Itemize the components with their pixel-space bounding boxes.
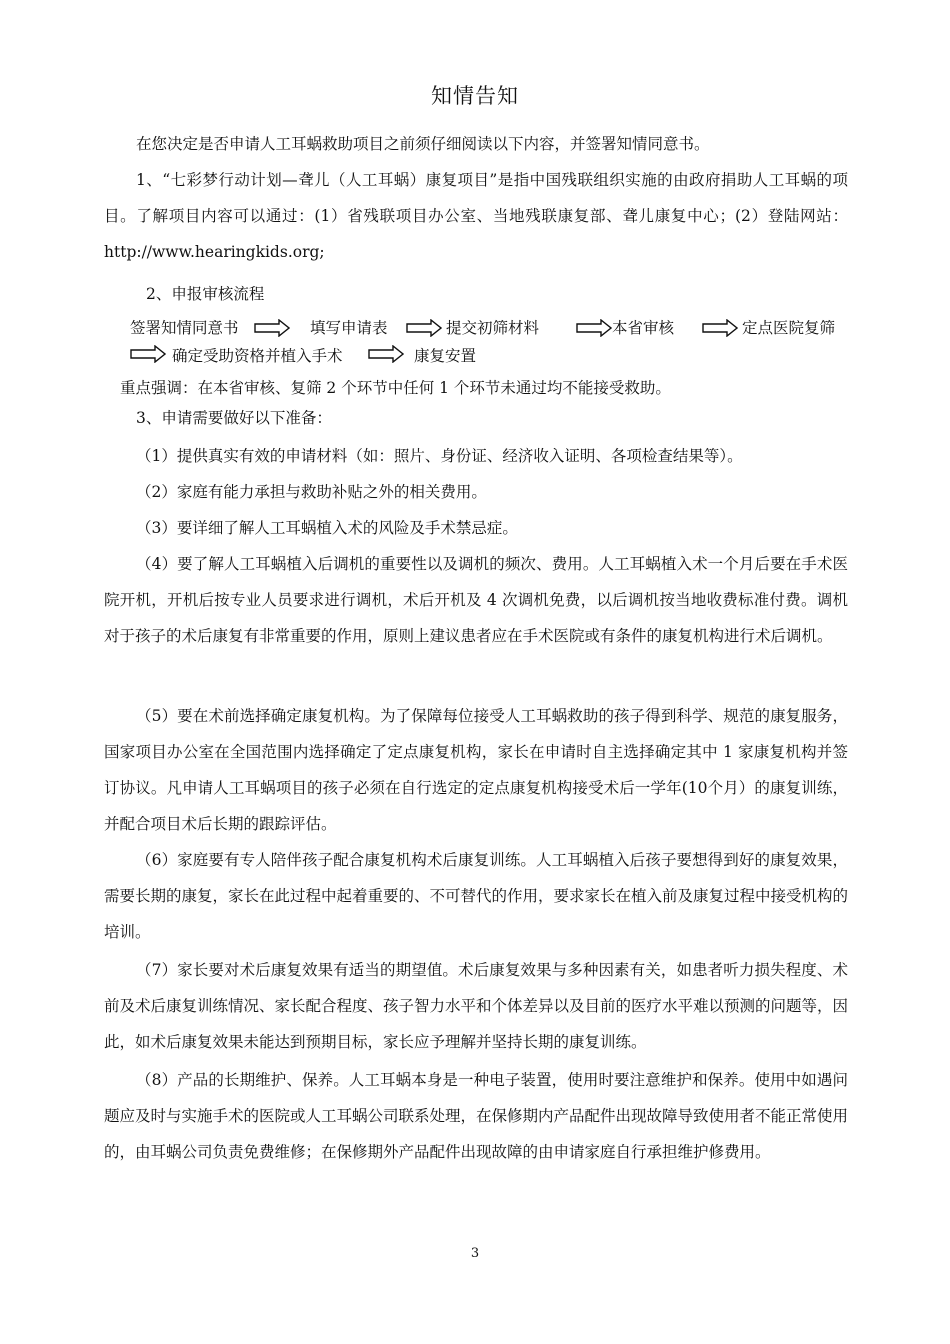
double-arrow-right-icon xyxy=(702,319,738,337)
emphasis-note: 重点强调：在本省审核、复筛 2 个环节中任何 1 个环节未通过均不能接受救助。 xyxy=(120,379,671,397)
item-3-heading: 3、申请需要做好以下准备： xyxy=(136,409,332,427)
preparation-item: （3）要详细了解人工耳蜗植入术的风险及手术禁忌症。 xyxy=(136,519,518,537)
double-arrow-right-icon xyxy=(130,345,166,363)
preparation-item: （1）提供真实有效的申请材料（如：照片、身份证、经济收入证明、各项检查结果等）。 xyxy=(136,447,743,465)
preparation-item: （2）家庭有能力承担与救助补贴之外的相关费用。 xyxy=(136,483,487,501)
preparation-item: （5）要在术前选择确定康复机构。为了保障每位接受人工耳蜗救助的孩子得到科学、规范的康复服务，国家项目办公室在全国范围内选择确定了定点康复机构，家长在申请时自主选择确定其中 1 家康复机构并签订协议。凡申请人工耳蜗项目的孩子必须在自行选定的定点康复机构接受术后一学年(10个月）的康复训练，并配合项目术后长期的跟踪评估。 xyxy=(104,707,848,833)
flow-step-application: 填写申请表 xyxy=(310,319,388,337)
double-arrow-right-icon xyxy=(576,319,612,337)
flow-step-provincial-review: 本省审核 xyxy=(612,319,675,337)
flow-step-screening-materials: 提交初筛材料 xyxy=(446,319,540,337)
page-title: 知情告知 xyxy=(431,84,519,108)
process-flow xyxy=(104,316,848,372)
item-1-paragraph: 1、“七彩梦行动计划—聋儿（人工耳蜗）康复项目”是指中国残联组织实施的由政府捐助人工耳蜗的项目。了解项目内容可以通过：(1）省残联项目办公室、当地残联康复部、聋儿康复中心；(2）登陆网站：http://www.hearingkids.org; xyxy=(104,171,848,261)
intro-paragraph: 在您决定是否申请人工耳蜗救助项目之前须仔细阅读以下内容，并签署知情同意书。 xyxy=(136,135,710,153)
flow-step-hospital-rescreening: 定点医院复筛 xyxy=(742,319,836,337)
flow-step-eligibility-surgery: 确定受助资格并植入手术 xyxy=(172,347,343,365)
double-arrow-right-icon xyxy=(254,319,290,337)
preparation-item: （4）要了解人工耳蜗植入后调机的重要性以及调机的频次、费用。人工耳蜗植入术一个月后要在手术医院开机，开机后按专业人员要求进行调机，术后开机及 4 次调机免费，以后调机按当地收费标准付费。调机对于孩子的术后康复有非常重要的作用，原则上建议患者应在手术医院或有条件的康复机构进行术后调机。 xyxy=(104,555,848,645)
page-number: 3 xyxy=(470,1246,480,1261)
flow-step-consent: 签署知情同意书 xyxy=(130,319,239,337)
flow-step-rehabilitation-placement: 康复安置 xyxy=(414,347,477,365)
double-arrow-right-icon xyxy=(406,319,442,337)
preparation-item: （8）产品的长期维护、保养。人工耳蜗本身是一种电子装置，使用时要注意维护和保养。使用中如遇问题应及时与实施手术的医院或人工耳蜗公司联系处理，在保修期内产品配件出现故障导致使用者不能正常使用的，由耳蜗公司负责免费维修；在保修期外产品配件出现故障的由申请家庭自行承担维护修费用。 xyxy=(104,1071,849,1161)
preparation-item: （7）家长要对术后康复效果有适当的期望值。术后康复效果与多种因素有关，如患者听力损失程度、术前及术后康复训练情况、家长配合程度、孩子智力水平和个体差异以及目前的医疗水平难以预测的问题等，因此，如术后康复效果未能达到预期目标，家长应予理解并坚持长期的康复训练。 xyxy=(104,961,849,1051)
item-2-heading: 2、申报审核流程 xyxy=(146,285,265,303)
double-arrow-right-icon xyxy=(368,345,404,363)
preparation-item: （6）家庭要有专人陪伴孩子配合康复机构术后康复训练。人工耳蜗植入后孩子要想得到好的康复效果，需要长期的康复，家长在此过程中起着重要的、不可替代的作用，要求家长在植入前及康复过程中接受机构的培训。 xyxy=(104,851,849,941)
